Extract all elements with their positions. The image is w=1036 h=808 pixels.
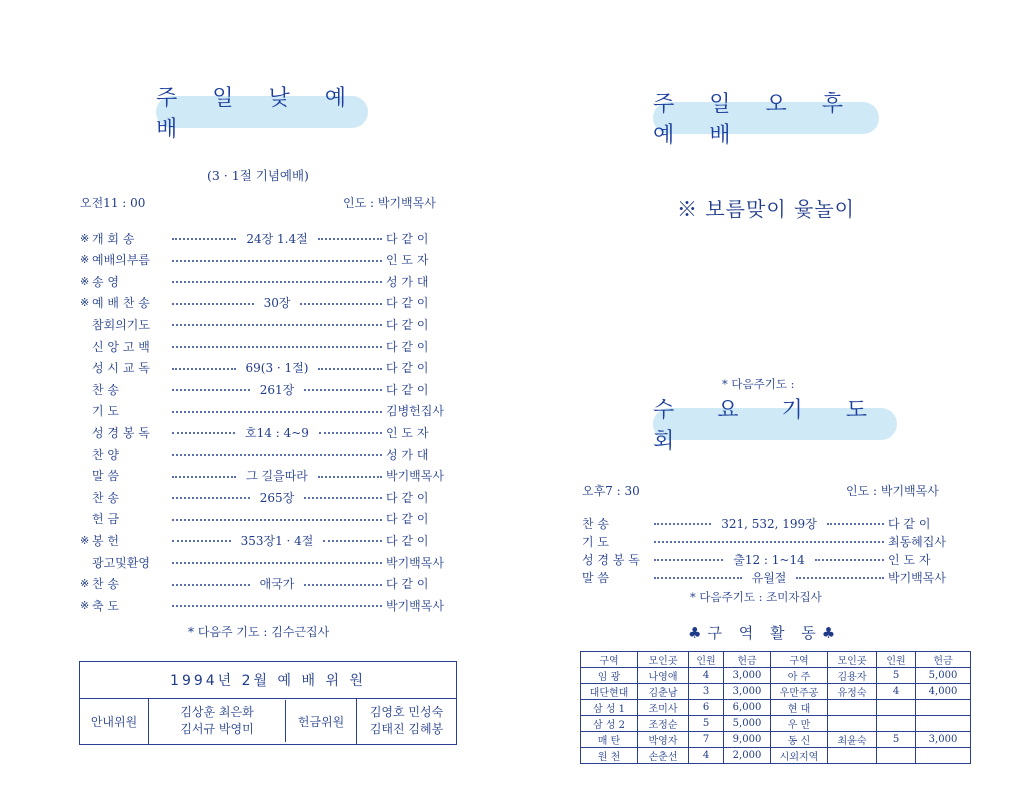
order-row [80, 531, 456, 549]
order-detail: 그 길을따라 [246, 469, 308, 484]
leader-dots [172, 519, 382, 521]
order-person: 다 같 이 [386, 339, 429, 354]
usher-names-line1: 김상훈 최은화 [180, 705, 254, 719]
table-cell: 매 탄 [581, 732, 638, 748]
order-item: 성 시 교 독 [92, 361, 150, 376]
table-cell: 삼 성 1 [581, 700, 638, 716]
leader-dots [654, 559, 723, 561]
offering-label: 헌금위원 [286, 698, 357, 744]
leader-dots [319, 432, 382, 434]
leader-dots [654, 523, 711, 525]
table-cell: 현 대 [771, 700, 828, 716]
table-cell [828, 700, 877, 716]
standing-mark: ※ [80, 231, 90, 245]
order-detail: 353장1 · 4절 [240, 533, 314, 548]
order-person: 김병헌집사 [386, 404, 444, 419]
leader-dots [172, 281, 382, 283]
table-cell: 조미사 [638, 700, 689, 716]
order-row [80, 272, 456, 290]
table-cell: 동 신 [771, 732, 828, 748]
leader-dots [172, 476, 236, 478]
order-person: 다 같 이 [386, 296, 429, 311]
order-item: 참회의기도 [92, 317, 150, 332]
order-item: 기 도 [92, 404, 119, 419]
committee-title: 1994년 2월 예 배 위 원 [80, 662, 456, 699]
order-item: 헌 금 [92, 512, 119, 527]
table-header-cell: 인원 [877, 652, 916, 668]
leader-dots [172, 454, 382, 456]
order-detail: 출12 : 1~14 [733, 552, 805, 567]
order-person: 인 도 자 [386, 253, 429, 268]
wednesday-order-row [582, 568, 958, 586]
table-cell: 삼 성 2 [581, 716, 638, 732]
leader-dots [172, 368, 236, 370]
order-item-label [80, 446, 168, 463]
district-activity-title: ♣구 역 활 동♣ [688, 624, 842, 642]
order-row [80, 229, 456, 247]
offering-names [357, 700, 456, 742]
order-detail: 호14 : 4~9 [245, 425, 309, 440]
order-row [80, 510, 456, 528]
order-item: 예배의부름 [92, 253, 150, 268]
order-detail: 24장 1.4절 [246, 231, 308, 246]
table-cell: 4 [689, 668, 724, 684]
table-cell: 2,000 [724, 748, 771, 764]
leader-dots [300, 303, 382, 305]
table-cell: 4 [877, 684, 916, 700]
order-item-label [80, 510, 168, 527]
order-detail: 265장 [259, 490, 295, 505]
wednesday-order-row [582, 532, 958, 550]
order-item-label [80, 251, 168, 268]
table-row [581, 732, 971, 748]
leader-dots [318, 476, 382, 478]
leader-dots [304, 584, 382, 586]
order-person: 박기백목사 [386, 598, 444, 613]
order-item: 기 도 [582, 534, 609, 549]
order-detail: 애국가 [259, 577, 295, 592]
order-person: 다 같 이 [386, 490, 429, 505]
order-row [80, 467, 456, 485]
order-item-label [80, 467, 168, 484]
standing-mark: ※ [80, 577, 90, 591]
standing-mark: ※ [80, 533, 90, 547]
table-cell: 9,000 [724, 732, 771, 748]
table-cell: 우만주공 [771, 684, 828, 700]
order-person: 다 같 이 [888, 516, 931, 531]
table-cell: 5 [689, 716, 724, 732]
table-cell: 김용자 [828, 668, 877, 684]
order-row [80, 445, 456, 463]
order-row [80, 553, 456, 571]
table-cell: 원 천 [581, 748, 638, 764]
table-cell: 3,000 [724, 684, 771, 700]
table-cell: 3,000 [916, 732, 971, 748]
table-cell [828, 748, 877, 764]
leader-dots [172, 260, 382, 262]
leader-dots [796, 577, 884, 579]
order-person: 다 같 이 [386, 382, 429, 397]
order-detail: 261장 [259, 382, 295, 397]
sunday-morning-title: 주 일 낮 예 배 [156, 96, 368, 128]
worship-committee-box [79, 661, 457, 745]
table-cell: 3,000 [724, 668, 771, 684]
order-person: 다 같 이 [386, 361, 429, 376]
order-item-label [80, 489, 168, 506]
table-cell: 최윤숙 [828, 732, 877, 748]
table-cell: 유정숙 [828, 684, 877, 700]
table-cell [877, 748, 916, 764]
order-item: 예 배 찬 송 [92, 296, 150, 311]
wednesday-next-prayer: * 다음주기도 : 조미자집사 [690, 590, 822, 604]
leader-dots [815, 559, 884, 561]
leader-dots [172, 540, 231, 542]
table-cell: 조정순 [638, 716, 689, 732]
table-header-row [581, 652, 971, 668]
order-row [80, 315, 456, 333]
order-item-label [80, 359, 168, 376]
order-row [80, 575, 456, 593]
table-cell: 김춘남 [638, 684, 689, 700]
order-item-label [80, 230, 168, 247]
leader-dots [304, 389, 382, 391]
morning-leader: 인도 : 박기백목사 [343, 196, 436, 210]
order-item-label [80, 554, 168, 571]
table-header-cell: 모인곳 [638, 652, 689, 668]
order-item: 축 도 [92, 598, 119, 613]
leader-dots [654, 541, 884, 543]
leader-dots [172, 346, 382, 348]
order-item-label [80, 273, 168, 290]
order-detail: 321, 532, 199장 [721, 516, 817, 531]
yut-game-note: ※ 보름맞이 윷놀이 [677, 197, 855, 221]
table-row [581, 700, 971, 716]
leader-dots [172, 411, 382, 413]
order-item-label [80, 597, 168, 614]
offering-names-line2: 김태진 김혜봉 [369, 722, 444, 736]
table-row [581, 748, 971, 764]
leader-dots [172, 324, 382, 326]
table-cell [916, 700, 971, 716]
table-cell: 손춘선 [638, 748, 689, 764]
leader-dots [654, 577, 742, 579]
offering-names-line1: 김영호 민성숙 [369, 705, 444, 719]
order-person: 성 가 대 [386, 274, 429, 289]
table-cell: 박영자 [638, 732, 689, 748]
table-cell [877, 700, 916, 716]
table-cell: 5,000 [916, 668, 971, 684]
leader-dots [304, 497, 382, 499]
order-row [80, 337, 456, 355]
table-cell: 3 [689, 684, 724, 700]
usher-names [149, 700, 286, 742]
table-cell: 4,000 [916, 684, 971, 700]
order-person: 다 같 이 [386, 317, 429, 332]
order-person: 다 같 이 [386, 577, 429, 592]
table-cell [828, 716, 877, 732]
table-cell [916, 748, 971, 764]
wednesday-order-row [582, 550, 958, 568]
district-table [580, 651, 971, 764]
order-person: 최동혜집사 [888, 534, 946, 549]
wednesday-order-row [582, 514, 958, 532]
order-detail: 30장 [263, 296, 291, 311]
order-person: 성 가 대 [386, 447, 429, 462]
order-person: 인 도 자 [888, 552, 931, 567]
table-row [581, 716, 971, 732]
leader-dots [318, 238, 382, 240]
order-item: 찬 양 [92, 447, 119, 462]
order-item: 신 앙 고 백 [92, 339, 150, 354]
order-item: 말 씀 [92, 469, 119, 484]
evening-leader: 인도 : 박기백목사 [846, 484, 939, 498]
order-row [80, 359, 456, 377]
table-cell: 임 광 [581, 668, 638, 684]
leader-dots [172, 562, 382, 564]
table-cell: 아 주 [771, 668, 828, 684]
order-item: 성 경 봉 독 [92, 425, 150, 440]
order-item-label [80, 294, 168, 311]
table-cell: 5 [877, 732, 916, 748]
table-header-cell: 구역 [771, 652, 828, 668]
leader-dots [172, 584, 250, 586]
table-cell: 5 [877, 668, 916, 684]
order-person: 다 같 이 [386, 533, 429, 548]
order-item: 찬 송 [582, 516, 609, 531]
wednesday-prayer-title: 수 요 기 도 회 [653, 408, 897, 440]
table-cell: 나영애 [638, 668, 689, 684]
order-person: 박기백목사 [888, 570, 946, 585]
table-row [581, 684, 971, 700]
order-item: 찬 송 [92, 577, 119, 592]
order-item-label [80, 402, 168, 419]
table-cell: 6,000 [724, 700, 771, 716]
order-person: 다 같 이 [386, 231, 429, 246]
order-item: 성 경 봉 독 [582, 552, 640, 567]
order-person: 박기백목사 [386, 469, 444, 484]
table-header-cell: 모인곳 [828, 652, 877, 668]
table-cell: 7 [689, 732, 724, 748]
order-person: 박기백목사 [386, 555, 444, 570]
order-item-label [80, 532, 168, 549]
table-header-cell: 헌금 [916, 652, 971, 668]
standing-mark: ※ [80, 598, 90, 612]
district-table-wrap [580, 651, 971, 764]
order-item: 광고및환영 [92, 555, 150, 570]
leader-dots [172, 238, 236, 240]
table-cell [916, 716, 971, 732]
order-row [80, 251, 456, 269]
order-item: 찬 송 [92, 382, 119, 397]
order-row [80, 402, 456, 420]
table-cell: 시외지역 [771, 748, 828, 764]
order-row [80, 423, 456, 441]
order-item-label [80, 424, 168, 441]
usher-names-line2: 김서규 박영미 [180, 722, 254, 736]
leader-dots [172, 432, 235, 434]
order-item-label [80, 316, 168, 333]
standing-mark: ※ [80, 296, 90, 310]
leader-dots [323, 540, 382, 542]
order-item: 송 영 [92, 274, 119, 289]
order-item: 찬 송 [92, 490, 119, 505]
order-row [80, 488, 456, 506]
order-person: 인 도 자 [386, 425, 429, 440]
order-person: 다 같 이 [386, 512, 429, 527]
table-row [581, 668, 971, 684]
order-row [80, 294, 456, 312]
table-cell: 5,000 [724, 716, 771, 732]
commemoration-subtitle: (3 · 1절 기념예배) [207, 168, 309, 183]
evening-time: 오후7 : 30 [582, 484, 640, 498]
leader-dots [318, 368, 382, 370]
table-cell: 4 [689, 748, 724, 764]
order-row [80, 596, 456, 614]
order-detail: 69(3 · 1절) [245, 361, 309, 376]
order-item-label [80, 575, 168, 592]
order-item-label [80, 381, 168, 398]
table-cell: 우 만 [771, 716, 828, 732]
usher-label: 안내위원 [80, 698, 149, 744]
afternoon-next-prayer: * 다음주기도 : [722, 377, 795, 391]
table-header-cell: 헌금 [724, 652, 771, 668]
table-cell [877, 716, 916, 732]
sunday-afternoon-title: 주 일 오 후 예 배 [653, 102, 879, 134]
order-row [80, 380, 456, 398]
leader-dots [827, 523, 884, 525]
leader-dots [172, 389, 250, 391]
standing-mark: ※ [80, 253, 90, 267]
leader-dots [172, 497, 250, 499]
table-header-cell: 구역 [581, 652, 638, 668]
table-header-cell: 인원 [689, 652, 724, 668]
order-item: 말 씀 [582, 570, 609, 585]
table-cell: 대단현대 [581, 684, 638, 700]
standing-mark: ※ [80, 274, 90, 288]
order-detail: 유월절 [751, 570, 787, 585]
morning-next-prayer: * 다음주 기도 : 김수근집사 [188, 625, 330, 639]
order-item-label [80, 338, 168, 355]
morning-time: 오전11 : 00 [80, 196, 146, 210]
order-item: 봉 헌 [92, 533, 119, 548]
leader-dots [172, 605, 382, 607]
table-cell: 6 [689, 700, 724, 716]
order-item: 개 회 송 [92, 231, 135, 246]
leader-dots [172, 303, 254, 305]
